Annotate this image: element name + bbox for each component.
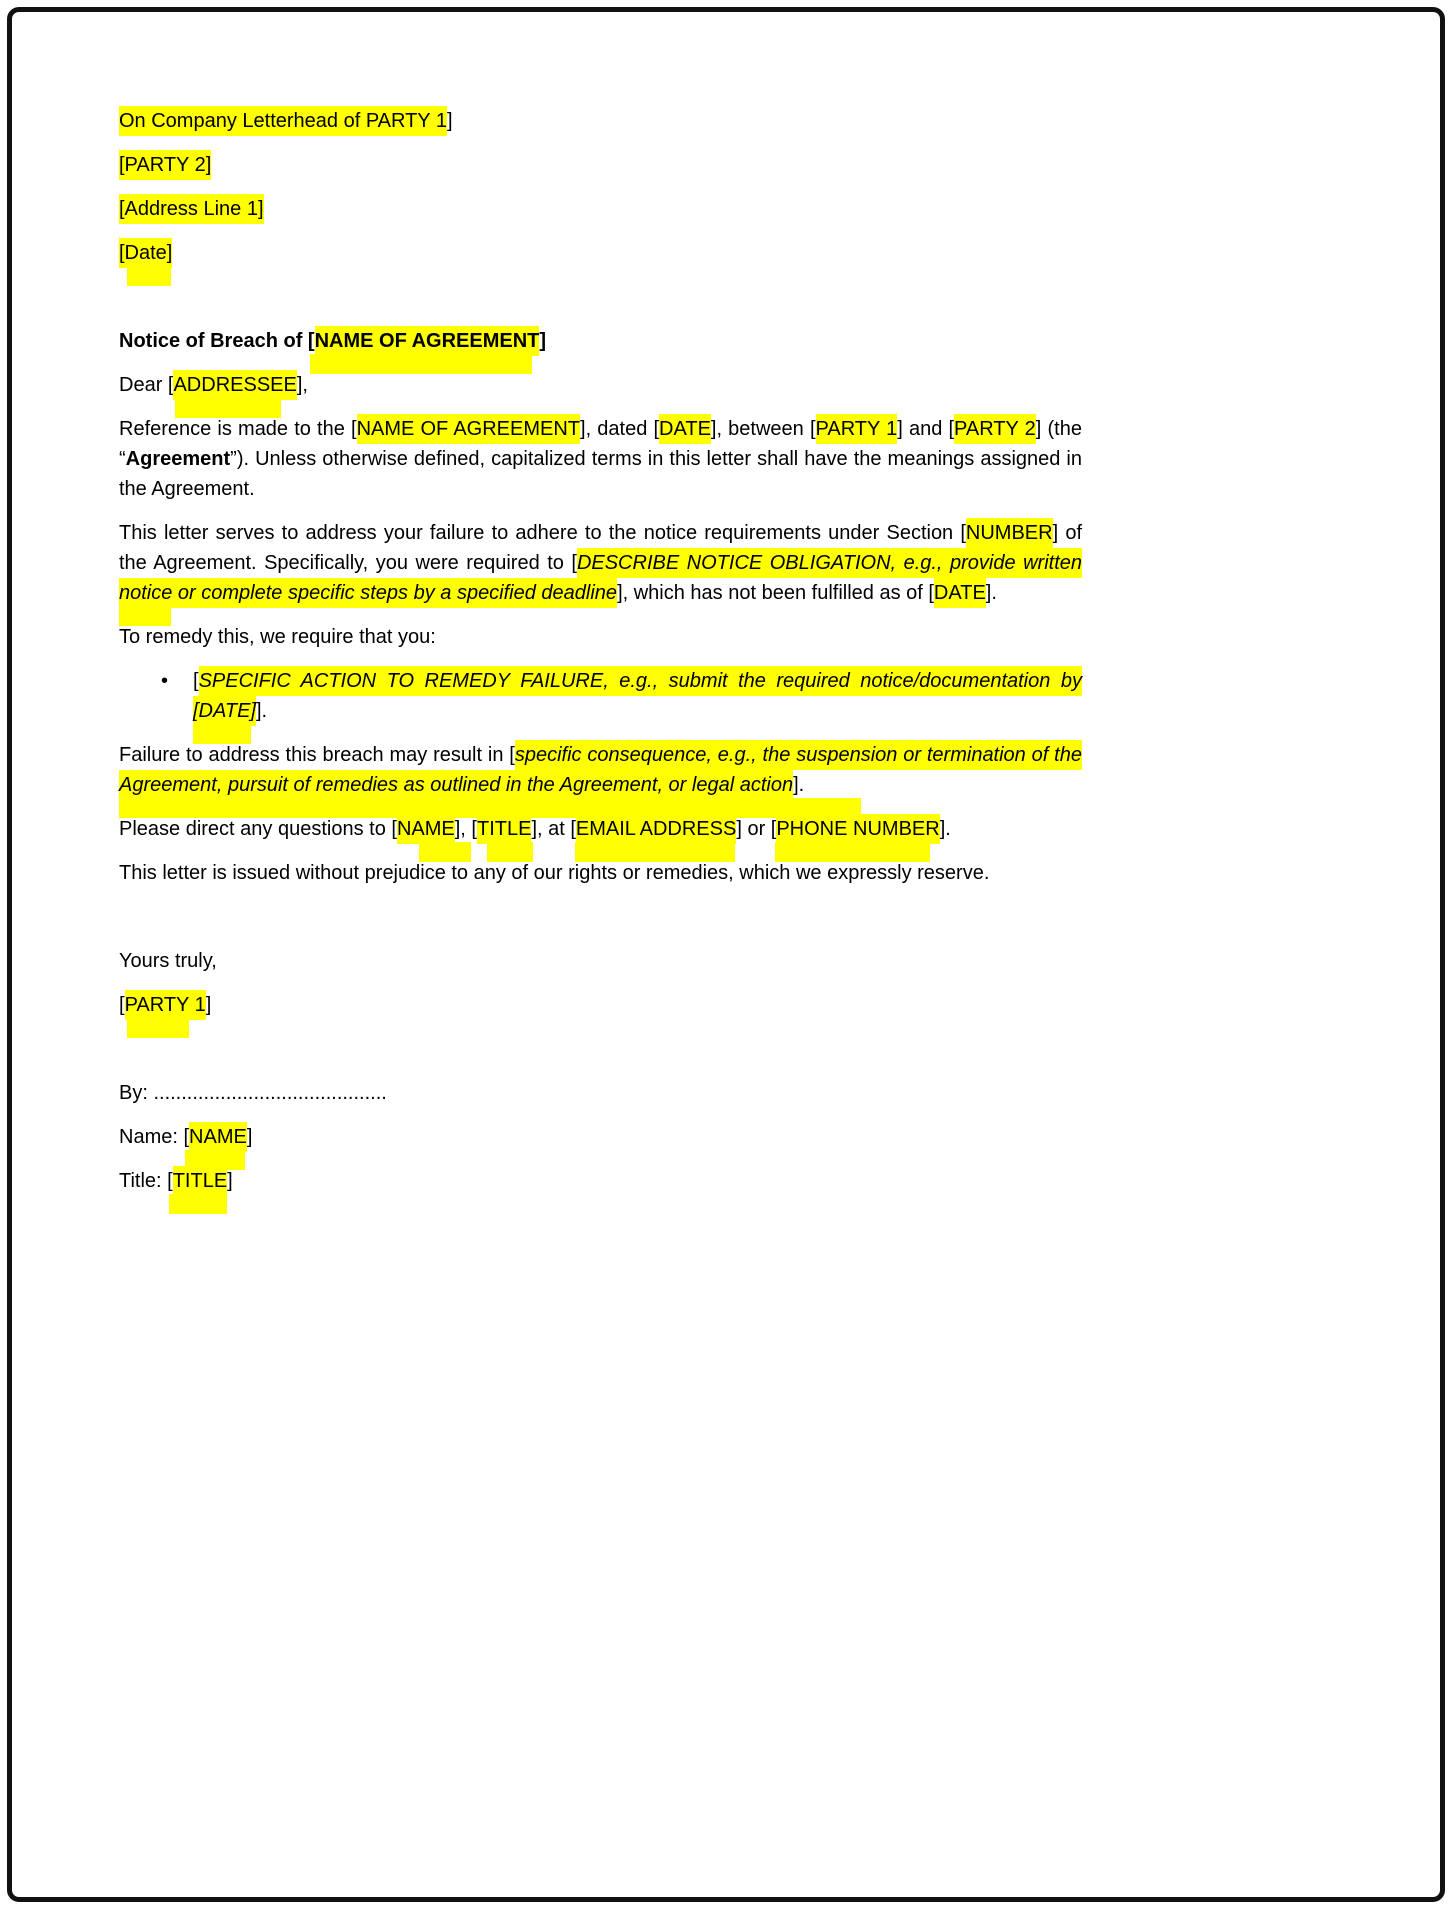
highlighted-placeholder: PARTY 2 [954,414,1036,444]
blank-line [119,1034,1082,1078]
text-run: ] [205,994,212,1016]
remedy-intro [119,622,1082,652]
text-run: Notice of Breach of [ [119,330,315,352]
highlighted-placeholder: SPECIFIC ACTION TO REMEDY FAILURE, e.g., submit the required notice/documentation by [199,666,1082,696]
highlighted-placeholder: DATE [659,414,711,444]
highlighted-placeholder: DATE [934,578,986,608]
text-run: Agreement [125,448,231,470]
highlighted-placeholder: ADDRESSEE [173,370,296,400]
contact-paragraph [119,814,1082,844]
text-run: ] and [ [897,418,955,440]
letterhead-line [119,106,1082,136]
text-run: ] [446,110,453,132]
text-run: ], [ [454,818,477,840]
signing-party-line [119,990,1082,1020]
highlighted-placeholder: NUMBER [966,518,1053,548]
highlighted-placeholder: DESCRIBE NOTICE OBLIGATION, e.g., provide written notice or complete specific steps by a specified deadline [119,548,1082,608]
text-run: ], [296,374,308,396]
highlighted-placeholder: NAME OF AGREEMENT [315,326,540,356]
text-run: To remedy this, we require that you: [119,626,436,648]
text-run: ] [227,1170,233,1192]
breach-paragraph [119,518,1082,608]
text-run: ”). Unless otherwise defined, capitalized terms in this letter shall have the meanings assigned in the Agreement. [119,448,1082,500]
reservation-paragraph [119,858,1082,888]
closing-line [119,946,1082,976]
text-run: ]. [793,774,805,796]
highlighted-placeholder: specific consequence, e.g., the suspension or termination of the Agreement, pursuit of remedies as outlined in the Agreement, or legal action [119,740,1082,800]
signature-by-line [119,1078,1082,1108]
blank-line [119,902,1082,946]
text-run: ], between [ [710,418,816,440]
text-run: ] of the Agreement. Specifically, you were required to [ [119,522,1083,574]
signature-name-line [119,1122,1082,1152]
party2-line [119,150,1082,180]
text-run: Title: [ [119,1170,173,1192]
highlighted-placeholder: TITLE [477,814,531,844]
highlight-stub [127,1018,189,1038]
text-run: ]. [939,818,951,840]
highlight-stub [169,1194,227,1214]
highlighted-placeholder: PARTY 1 [125,990,206,1020]
text-run: ] [539,330,547,352]
highlighted-placeholder: PHONE NUMBER [776,814,939,844]
letter-document [119,106,1082,1210]
text-run: ]. [985,582,997,604]
address-line [119,194,1082,224]
text-run: ] [246,1126,253,1148]
text-run: [ [119,994,125,1016]
highlighted-placeholder: NAME OF AGREEMENT [357,414,580,444]
highlighted-placeholder: EMAIL ADDRESS [576,814,736,844]
text-run: ]. [255,700,268,722]
highlighted-placeholder: [Address Line 1] [119,194,264,224]
text-run: ], dated [ [580,418,660,440]
text-run: Reference is made to the [ [119,418,357,440]
highlighted-placeholder: [PARTY 2] [119,150,211,180]
text-run: This letter serves to address your failure to adhere to the notice requirements under Section [ [119,522,966,544]
letter-heading [119,326,1082,356]
text-run: Yours truly, [119,950,217,972]
highlighted-placeholder: [DATE] [193,696,256,726]
highlighted-placeholder: NAME [189,1122,247,1152]
remedy-bullet [119,666,1082,726]
text-run: ], which has not been fulfilled as of [ [617,582,934,604]
text-run: [ [193,670,199,692]
text-run: By: .......................................... [119,1082,387,1104]
text-run: ], at [ [531,818,576,840]
highlighted-placeholder: On Company Letterhead of PARTY 1 [119,106,447,136]
text-run: Failure to address this breach may result in [ [119,744,515,766]
highlighted-placeholder: [Date] [119,238,172,268]
highlighted-placeholder: PARTY 1 [816,414,898,444]
highlight-stub [127,266,171,286]
salutation [119,370,1082,400]
text-run: ] or [ [736,818,777,840]
text-run: Please direct any questions to [ [119,818,397,840]
blank-line [119,282,1082,326]
highlighted-placeholder: NAME [397,814,455,844]
bullet-icon: • [161,670,169,692]
highlighted-placeholder: TITLE [173,1166,227,1196]
date-line [119,238,1082,268]
reference-paragraph [119,414,1082,504]
text-run: ] (the “ [119,418,1082,470]
text-run: Name: [ [119,1126,190,1148]
signature-title-line [119,1166,1082,1196]
text-run: Dear [ [119,374,174,396]
text-run: This letter is issued without prejudice to any of our rights or remedies, which we expressly reserve. [119,862,990,884]
consequence-paragraph [119,740,1082,800]
